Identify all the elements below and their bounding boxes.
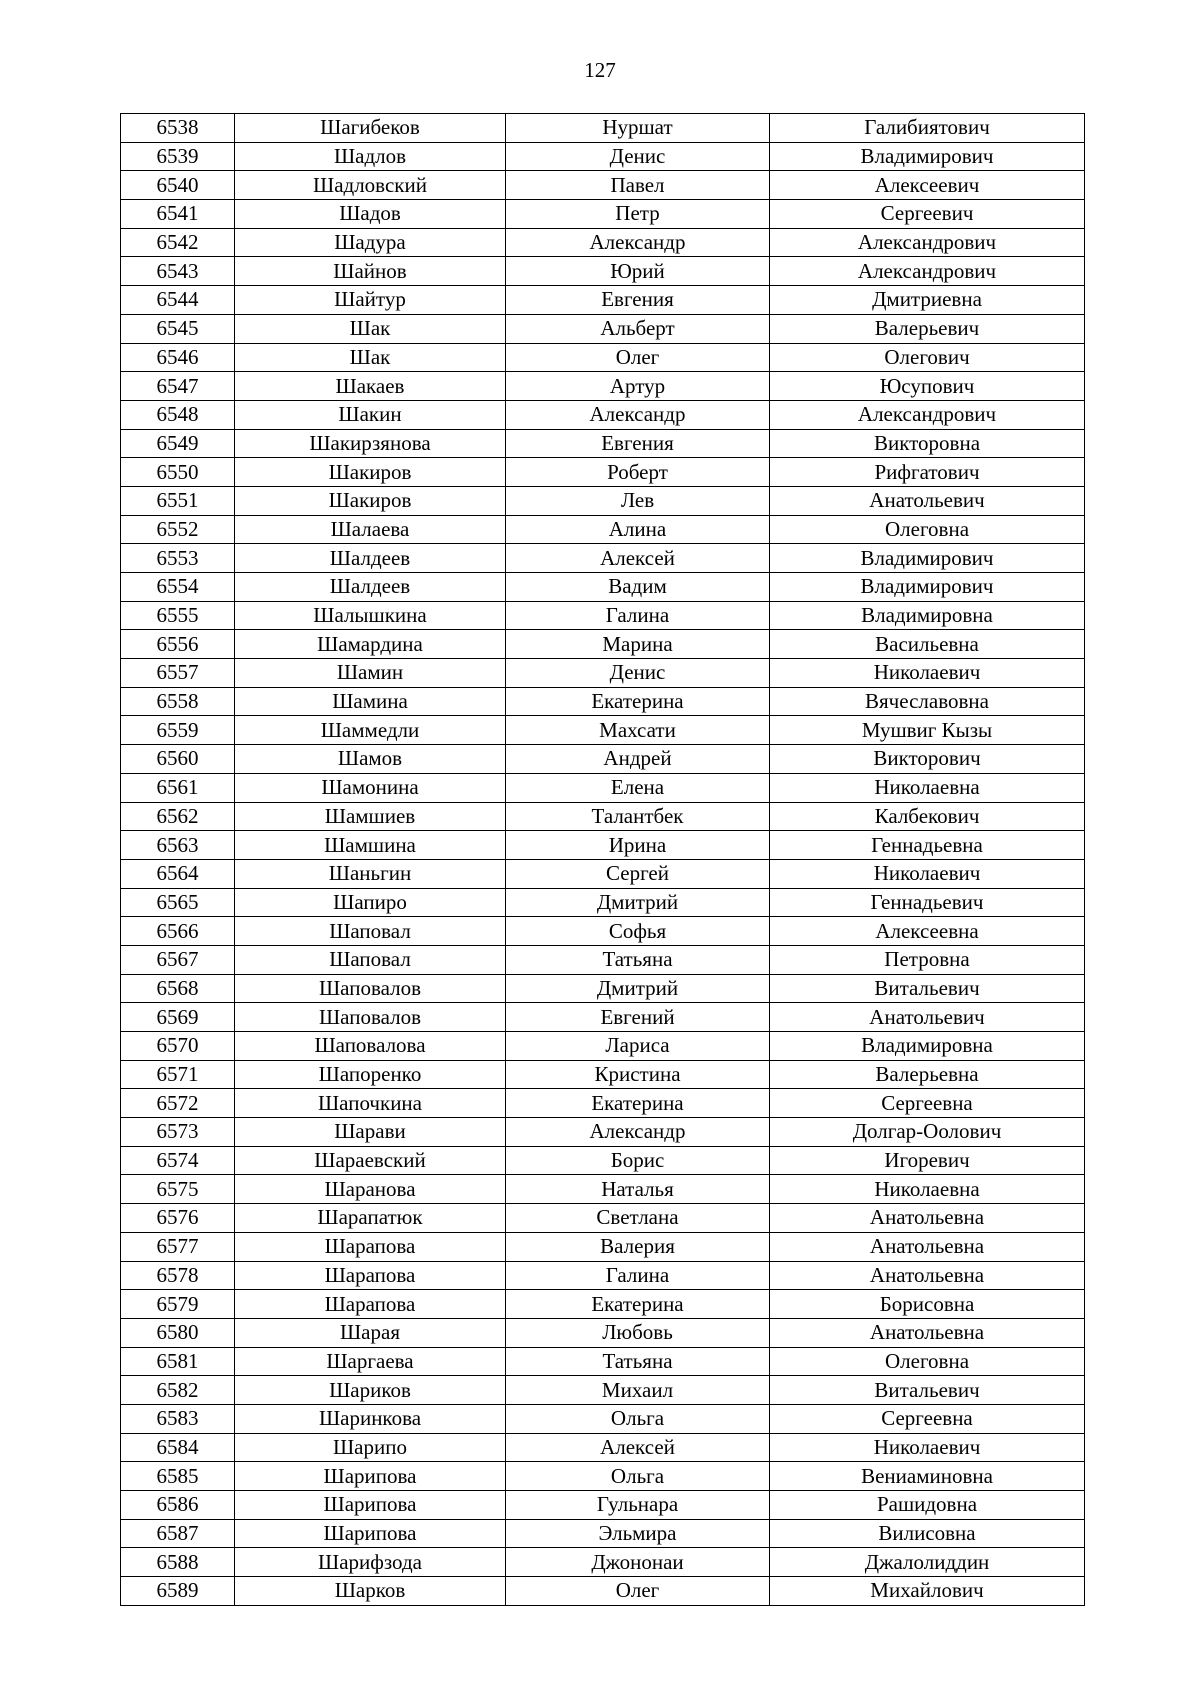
table-row xyxy=(121,142,1085,171)
last-name-cell: Шайтур xyxy=(235,286,506,315)
patronymic-cell: Рашидовна xyxy=(770,1491,1085,1520)
row-number-cell: 6565 xyxy=(121,888,235,917)
last-name-cell: Шамина xyxy=(235,687,506,716)
first-name-cell: Олег xyxy=(506,1577,770,1606)
first-name-cell: Софья xyxy=(506,917,770,946)
last-name-cell: Шадов xyxy=(235,200,506,229)
first-name-cell: Михаил xyxy=(506,1376,770,1405)
last-name-cell: Шарапова xyxy=(235,1232,506,1261)
first-name-cell: Павел xyxy=(506,171,770,200)
patronymic-cell: Николаевна xyxy=(770,773,1085,802)
table-row xyxy=(121,1118,1085,1147)
table-row xyxy=(121,114,1085,143)
last-name-cell: Шарков xyxy=(235,1577,506,1606)
last-name-cell: Шарипова xyxy=(235,1491,506,1520)
patronymic-cell: Анатольевна xyxy=(770,1232,1085,1261)
first-name-cell: Алексей xyxy=(506,1433,770,1462)
patronymic-cell: Анатольевна xyxy=(770,1318,1085,1347)
row-number-cell: 6560 xyxy=(121,745,235,774)
first-name-cell: Махсати xyxy=(506,716,770,745)
row-number-cell: 6570 xyxy=(121,1032,235,1061)
table-row xyxy=(121,1175,1085,1204)
row-number-cell: 6571 xyxy=(121,1060,235,1089)
first-name-cell: Кристина xyxy=(506,1060,770,1089)
patronymic-cell: Калбекович xyxy=(770,802,1085,831)
patronymic-cell: Игоревич xyxy=(770,1146,1085,1175)
last-name-cell: Шалдеев xyxy=(235,544,506,573)
row-number-cell: 6543 xyxy=(121,257,235,286)
last-name-cell: Шапоренко xyxy=(235,1060,506,1089)
patronymic-cell: Михайлович xyxy=(770,1577,1085,1606)
patronymic-cell: Александрович xyxy=(770,228,1085,257)
row-number-cell: 6588 xyxy=(121,1548,235,1577)
row-number-cell: 6554 xyxy=(121,573,235,602)
first-name-cell: Денис xyxy=(506,142,770,171)
row-number-cell: 6582 xyxy=(121,1376,235,1405)
patronymic-cell: Николаевич xyxy=(770,659,1085,688)
table-row xyxy=(121,745,1085,774)
row-number-cell: 6538 xyxy=(121,114,235,143)
table-row xyxy=(121,257,1085,286)
table-row xyxy=(121,429,1085,458)
row-number-cell: 6580 xyxy=(121,1318,235,1347)
last-name-cell: Шарипо xyxy=(235,1433,506,1462)
table-row xyxy=(121,486,1085,515)
first-name-cell: Александр xyxy=(506,1118,770,1147)
table-row xyxy=(121,1577,1085,1606)
last-name-cell: Шарапова xyxy=(235,1290,506,1319)
row-number-cell: 6579 xyxy=(121,1290,235,1319)
patronymic-cell: Вячеславовна xyxy=(770,687,1085,716)
table-row xyxy=(121,343,1085,372)
table-row xyxy=(121,1376,1085,1405)
table-row xyxy=(121,601,1085,630)
last-name-cell: Шамшина xyxy=(235,831,506,860)
last-name-cell: Шаньгин xyxy=(235,859,506,888)
table-row xyxy=(121,200,1085,229)
first-name-cell: Эльмира xyxy=(506,1519,770,1548)
last-name-cell: Шарипова xyxy=(235,1519,506,1548)
last-name-cell: Шамин xyxy=(235,659,506,688)
last-name-cell: Шакиров xyxy=(235,458,506,487)
row-number-cell: 6558 xyxy=(121,687,235,716)
table-row xyxy=(121,1491,1085,1520)
last-name-cell: Шадлов xyxy=(235,142,506,171)
table-row xyxy=(121,1404,1085,1433)
last-name-cell: Шалышкина xyxy=(235,601,506,630)
row-number-cell: 6540 xyxy=(121,171,235,200)
row-number-cell: 6569 xyxy=(121,1003,235,1032)
last-name-cell: Шадловский xyxy=(235,171,506,200)
row-number-cell: 6545 xyxy=(121,314,235,343)
first-name-cell: Александр xyxy=(506,228,770,257)
patronymic-cell: Анатольевна xyxy=(770,1261,1085,1290)
last-name-cell: Шакиров xyxy=(235,486,506,515)
row-number-cell: 6552 xyxy=(121,515,235,544)
patronymic-cell: Александрович xyxy=(770,400,1085,429)
row-number-cell: 6581 xyxy=(121,1347,235,1376)
row-number-cell: 6566 xyxy=(121,917,235,946)
table-row xyxy=(121,1060,1085,1089)
last-name-cell: Шакин xyxy=(235,400,506,429)
table-row xyxy=(121,687,1085,716)
last-name-cell: Шарипова xyxy=(235,1462,506,1491)
first-name-cell: Артур xyxy=(506,372,770,401)
patronymic-cell: Владимировна xyxy=(770,1032,1085,1061)
patronymic-cell: Мушвиг Кызы xyxy=(770,716,1085,745)
table-row xyxy=(121,716,1085,745)
row-number-cell: 6576 xyxy=(121,1204,235,1233)
last-name-cell: Шакирзянова xyxy=(235,429,506,458)
last-name-cell: Шаповал xyxy=(235,945,506,974)
first-name-cell: Олег xyxy=(506,343,770,372)
patronymic-cell: Владимирович xyxy=(770,544,1085,573)
first-name-cell: Альберт xyxy=(506,314,770,343)
first-name-cell: Ольга xyxy=(506,1404,770,1433)
first-name-cell: Екатерина xyxy=(506,1089,770,1118)
table-row xyxy=(121,400,1085,429)
patronymic-cell: Сергеевна xyxy=(770,1089,1085,1118)
table-row xyxy=(121,831,1085,860)
row-number-cell: 6567 xyxy=(121,945,235,974)
first-name-cell: Екатерина xyxy=(506,1290,770,1319)
row-number-cell: 6549 xyxy=(121,429,235,458)
patronymic-cell: Викторович xyxy=(770,745,1085,774)
table-row xyxy=(121,1261,1085,1290)
first-name-cell: Елена xyxy=(506,773,770,802)
table-row xyxy=(121,1204,1085,1233)
patronymic-cell: Алексеевич xyxy=(770,171,1085,200)
last-name-cell: Шамшиев xyxy=(235,802,506,831)
table-row xyxy=(121,1433,1085,1462)
patronymic-cell: Александрович xyxy=(770,257,1085,286)
table-row xyxy=(121,888,1085,917)
patronymic-cell: Юсупович xyxy=(770,372,1085,401)
patronymic-cell: Геннадьевна xyxy=(770,831,1085,860)
first-name-cell: Лариса xyxy=(506,1032,770,1061)
patronymic-cell: Анатольевич xyxy=(770,1003,1085,1032)
row-number-cell: 6548 xyxy=(121,400,235,429)
patronymic-cell: Геннадьевич xyxy=(770,888,1085,917)
first-name-cell: Татьяна xyxy=(506,1347,770,1376)
row-number-cell: 6568 xyxy=(121,974,235,1003)
table-row xyxy=(121,458,1085,487)
row-number-cell: 6542 xyxy=(121,228,235,257)
first-name-cell: Лев xyxy=(506,486,770,515)
patronymic-cell: Дмитриевна xyxy=(770,286,1085,315)
page-number: 127 xyxy=(584,58,616,82)
row-number-cell: 6547 xyxy=(121,372,235,401)
patronymic-cell: Николаевич xyxy=(770,1433,1085,1462)
first-name-cell: Евгений xyxy=(506,1003,770,1032)
row-number-cell: 6562 xyxy=(121,802,235,831)
last-name-cell: Шарапова xyxy=(235,1261,506,1290)
patronymic-cell: Владимирович xyxy=(770,142,1085,171)
row-number-cell: 6557 xyxy=(121,659,235,688)
first-name-cell: Джононаи xyxy=(506,1548,770,1577)
table-row xyxy=(121,1318,1085,1347)
first-name-cell: Вадим xyxy=(506,573,770,602)
last-name-cell: Шарифзода xyxy=(235,1548,506,1577)
last-name-cell: Шарави xyxy=(235,1118,506,1147)
table-row xyxy=(121,802,1085,831)
patronymic-cell: Владимирович xyxy=(770,573,1085,602)
row-number-cell: 6555 xyxy=(121,601,235,630)
patronymic-cell: Олегович xyxy=(770,343,1085,372)
first-name-cell: Марина xyxy=(506,630,770,659)
patronymic-cell: Борисовна xyxy=(770,1290,1085,1319)
last-name-cell: Шаповалова xyxy=(235,1032,506,1061)
last-name-cell: Шадура xyxy=(235,228,506,257)
table-row xyxy=(121,1548,1085,1577)
patronymic-cell: Васильевна xyxy=(770,630,1085,659)
patronymic-cell: Анатольевна xyxy=(770,1204,1085,1233)
last-name-cell: Шарая xyxy=(235,1318,506,1347)
first-name-cell: Татьяна xyxy=(506,945,770,974)
row-number-cell: 6584 xyxy=(121,1433,235,1462)
last-name-cell: Шариков xyxy=(235,1376,506,1405)
first-name-cell: Борис xyxy=(506,1146,770,1175)
row-number-cell: 6564 xyxy=(121,859,235,888)
last-name-cell: Шарапатюк xyxy=(235,1204,506,1233)
first-name-cell: Евгения xyxy=(506,429,770,458)
table-row xyxy=(121,372,1085,401)
patronymic-cell: Джалолиддин xyxy=(770,1548,1085,1577)
last-name-cell: Шагибеков xyxy=(235,114,506,143)
table-row xyxy=(121,171,1085,200)
table-row xyxy=(121,1290,1085,1319)
table-row xyxy=(121,630,1085,659)
last-name-cell: Шаринкова xyxy=(235,1404,506,1433)
table-row xyxy=(121,314,1085,343)
last-name-cell: Шак xyxy=(235,343,506,372)
patronymic-cell: Николаевна xyxy=(770,1175,1085,1204)
last-name-cell: Шамонина xyxy=(235,773,506,802)
table-row xyxy=(121,945,1085,974)
row-number-cell: 6541 xyxy=(121,200,235,229)
first-name-cell: Галина xyxy=(506,601,770,630)
row-number-cell: 6589 xyxy=(121,1577,235,1606)
last-name-cell: Шаргаева xyxy=(235,1347,506,1376)
register-table xyxy=(120,113,1085,1606)
patronymic-cell: Петровна xyxy=(770,945,1085,974)
last-name-cell: Шаповалов xyxy=(235,1003,506,1032)
patronymic-cell: Валерьевна xyxy=(770,1060,1085,1089)
row-number-cell: 6574 xyxy=(121,1146,235,1175)
row-number-cell: 6551 xyxy=(121,486,235,515)
row-number-cell: 6556 xyxy=(121,630,235,659)
first-name-cell: Галина xyxy=(506,1261,770,1290)
table-row xyxy=(121,573,1085,602)
row-number-cell: 6561 xyxy=(121,773,235,802)
table-row xyxy=(121,1462,1085,1491)
last-name-cell: Шапиро xyxy=(235,888,506,917)
last-name-cell: Шаповалов xyxy=(235,974,506,1003)
patronymic-cell: Сергеевич xyxy=(770,200,1085,229)
last-name-cell: Шаммедли xyxy=(235,716,506,745)
patronymic-cell: Анатольевич xyxy=(770,486,1085,515)
first-name-cell: Юрий xyxy=(506,257,770,286)
table-row xyxy=(121,1347,1085,1376)
first-name-cell: Андрей xyxy=(506,745,770,774)
first-name-cell: Талантбек xyxy=(506,802,770,831)
table-row xyxy=(121,544,1085,573)
row-number-cell: 6577 xyxy=(121,1232,235,1261)
patronymic-cell: Вилисовна xyxy=(770,1519,1085,1548)
row-number-cell: 6587 xyxy=(121,1519,235,1548)
first-name-cell: Петр xyxy=(506,200,770,229)
patronymic-cell: Викторовна xyxy=(770,429,1085,458)
row-number-cell: 6585 xyxy=(121,1462,235,1491)
table-row xyxy=(121,228,1085,257)
first-name-cell: Екатерина xyxy=(506,687,770,716)
patronymic-cell: Николаевич xyxy=(770,859,1085,888)
row-number-cell: 6546 xyxy=(121,343,235,372)
row-number-cell: 6553 xyxy=(121,544,235,573)
patronymic-cell: Галибиятович xyxy=(770,114,1085,143)
row-number-cell: 6539 xyxy=(121,142,235,171)
patronymic-cell: Рифгатович xyxy=(770,458,1085,487)
table-row xyxy=(121,1146,1085,1175)
row-number-cell: 6550 xyxy=(121,458,235,487)
patronymic-cell: Витальевич xyxy=(770,974,1085,1003)
table-row xyxy=(121,1032,1085,1061)
last-name-cell: Шалаева xyxy=(235,515,506,544)
last-name-cell: Шалдеев xyxy=(235,573,506,602)
row-number-cell: 6583 xyxy=(121,1404,235,1433)
row-number-cell: 6544 xyxy=(121,286,235,315)
first-name-cell: Денис xyxy=(506,659,770,688)
table-row xyxy=(121,286,1085,315)
table-row xyxy=(121,1519,1085,1548)
first-name-cell: Ольга xyxy=(506,1462,770,1491)
first-name-cell: Гульнара xyxy=(506,1491,770,1520)
table-row xyxy=(121,773,1085,802)
first-name-cell: Роберт xyxy=(506,458,770,487)
first-name-cell: Светлана xyxy=(506,1204,770,1233)
last-name-cell: Шаповал xyxy=(235,917,506,946)
patronymic-cell: Владимировна xyxy=(770,601,1085,630)
first-name-cell: Наталья xyxy=(506,1175,770,1204)
patronymic-cell: Алексеевна xyxy=(770,917,1085,946)
first-name-cell: Любовь xyxy=(506,1318,770,1347)
table-row xyxy=(121,1232,1085,1261)
first-name-cell: Алина xyxy=(506,515,770,544)
first-name-cell: Ирина xyxy=(506,831,770,860)
patronymic-cell: Олеговна xyxy=(770,515,1085,544)
first-name-cell: Александр xyxy=(506,400,770,429)
row-number-cell: 6586 xyxy=(121,1491,235,1520)
patronymic-cell: Олеговна xyxy=(770,1347,1085,1376)
patronymic-cell: Сергеевна xyxy=(770,1404,1085,1433)
last-name-cell: Шараевский xyxy=(235,1146,506,1175)
last-name-cell: Шаранова xyxy=(235,1175,506,1204)
row-number-cell: 6575 xyxy=(121,1175,235,1204)
patronymic-cell: Витальевич xyxy=(770,1376,1085,1405)
last-name-cell: Шайнов xyxy=(235,257,506,286)
table-row xyxy=(121,1003,1085,1032)
table-row xyxy=(121,917,1085,946)
register-table-body xyxy=(121,114,1085,1606)
patronymic-cell: Долгар-Оолович xyxy=(770,1118,1085,1147)
first-name-cell: Валерия xyxy=(506,1232,770,1261)
last-name-cell: Шакаев xyxy=(235,372,506,401)
last-name-cell: Шамов xyxy=(235,745,506,774)
patronymic-cell: Вениаминовна xyxy=(770,1462,1085,1491)
last-name-cell: Шапочкина xyxy=(235,1089,506,1118)
last-name-cell: Шамардина xyxy=(235,630,506,659)
first-name-cell: Алексей xyxy=(506,544,770,573)
last-name-cell: Шак xyxy=(235,314,506,343)
first-name-cell: Евгения xyxy=(506,286,770,315)
patronymic-cell: Валерьевич xyxy=(770,314,1085,343)
row-number-cell: 6572 xyxy=(121,1089,235,1118)
table-row xyxy=(121,859,1085,888)
first-name-cell: Нуршат xyxy=(506,114,770,143)
table-row xyxy=(121,659,1085,688)
row-number-cell: 6578 xyxy=(121,1261,235,1290)
table-row xyxy=(121,974,1085,1003)
table-row xyxy=(121,515,1085,544)
row-number-cell: 6563 xyxy=(121,831,235,860)
table-row xyxy=(121,1089,1085,1118)
row-number-cell: 6559 xyxy=(121,716,235,745)
first-name-cell: Сергей xyxy=(506,859,770,888)
row-number-cell: 6573 xyxy=(121,1118,235,1147)
first-name-cell: Дмитрий xyxy=(506,974,770,1003)
first-name-cell: Дмитрий xyxy=(506,888,770,917)
